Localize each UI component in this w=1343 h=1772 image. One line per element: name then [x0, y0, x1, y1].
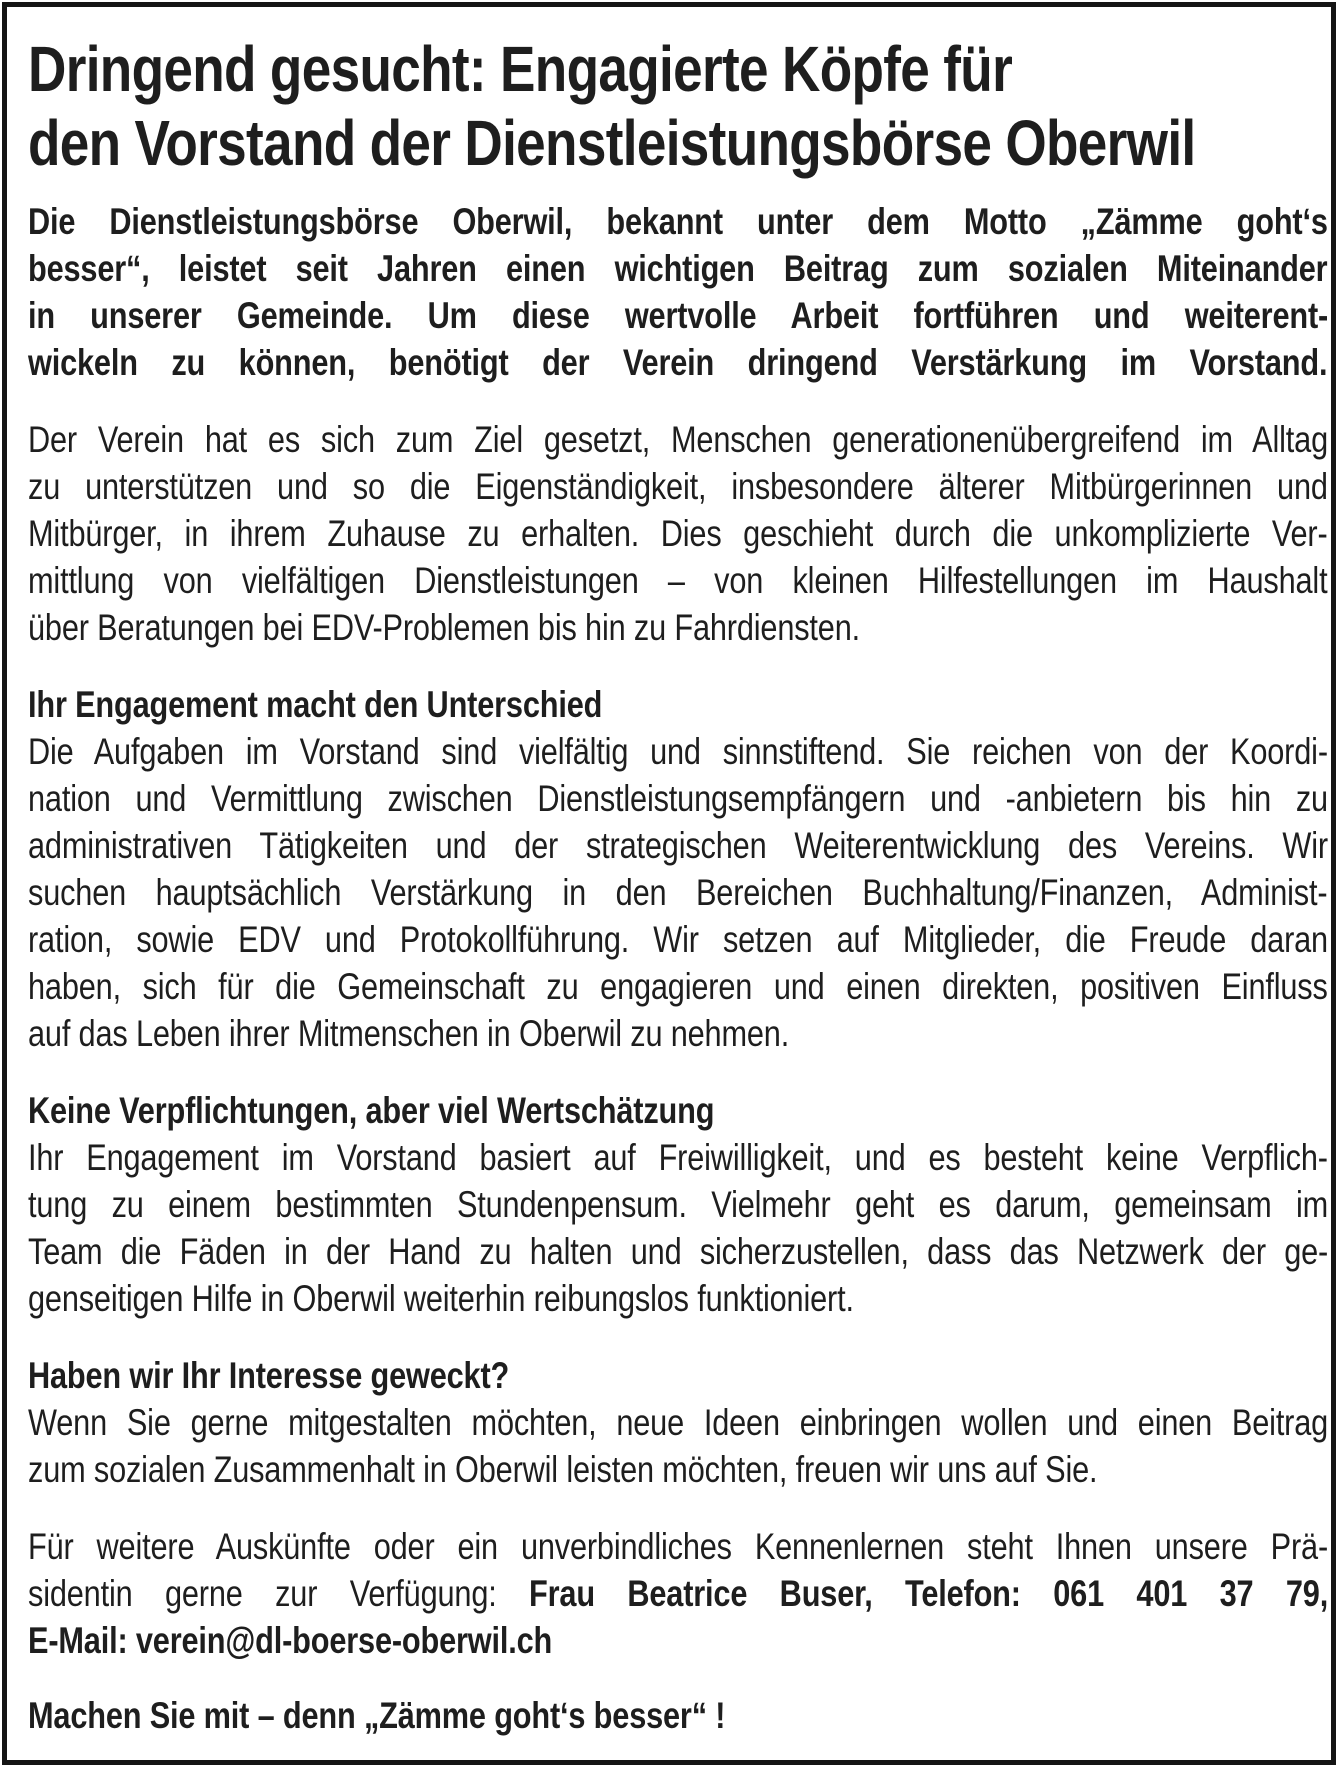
contact-paragraph	[28, 1523, 1328, 1664]
text-line	[28, 106, 1328, 180]
text-segment: den Vorstand der Dienstleistungsbörse Oberwil	[28, 107, 1196, 179]
text-line	[28, 1181, 1328, 1228]
contact-name-phone: Frau Beatrice Buser, Telefon: 061 401 37 79,	[529, 1573, 1329, 1614]
text-line	[28, 245, 1328, 292]
text-segment: haben, sich für die Gemeinschaft zu engagieren und einen direkten, positiven Einfluss	[28, 966, 1328, 1007]
closing-line	[28, 1692, 1328, 1739]
text-line	[28, 1352, 1328, 1399]
text-segment: sidentin gerne zur Verfügung:	[28, 1573, 530, 1614]
text-segment: auf das Leben ihrer Mitmenschen in Oberwil zu nehmen.	[28, 1013, 790, 1054]
text-segment: mittlung von vielfältigen Dienstleistungen – von kleinen Hilfestellungen im Haushalt	[28, 560, 1328, 601]
text-segment: in unserer Gemeinde. Um diese wertvolle Arbeit fortführen und weiterent-	[28, 295, 1329, 336]
contact-email: E-Mail: verein@dl-boerse-oberwil.ch	[28, 1620, 553, 1661]
text-segment: Mitbürger, in ihrem Zuhause zu erhalten. Dies geschieht durch die unkomplizierte Ver-	[28, 513, 1328, 554]
text-segment: tung zu einem bestimmten Stundenpensum. Vielmehr geht es darum, gemeinsam im	[28, 1184, 1329, 1225]
text-line	[28, 604, 1328, 651]
text-segment: Die Dienstleistungsbörse Oberwil, bekannt unter dem Motto „Zämme goht‘s	[28, 201, 1328, 242]
document-title	[28, 32, 1328, 180]
text-segment: Ihr Engagement im Vorstand basiert auf Freiwilligkeit, und es besteht keine Verpflich-	[28, 1137, 1328, 1178]
text-line	[28, 1617, 1328, 1664]
text-line	[28, 1275, 1328, 1322]
text-segment: ration, sowie EDV und Protokollführung. Wir setzen auf Mitglieder, die Freude daran	[28, 919, 1328, 960]
text-segment: besser“, leistet seit Jahren einen wichtigen Beitrag zum sozialen Miteinander	[28, 248, 1328, 289]
document-content	[28, 8, 1328, 1739]
text-segment: Der Verein hat es sich zum Ziel gesetzt, Menschen generationenübergreifend im Alltag	[28, 419, 1329, 460]
text-line	[28, 681, 1328, 728]
text-line	[28, 1010, 1328, 1057]
text-segment: nation und Vermittlung zwischen Dienstleistungsempfängern und -anbietern bis hin zu	[28, 778, 1328, 819]
text-line	[28, 916, 1328, 963]
text-line	[28, 963, 1328, 1010]
tasks-paragraph	[28, 728, 1328, 1057]
text-line	[28, 1399, 1328, 1446]
text-line	[28, 1228, 1328, 1275]
text-segment: suchen hauptsächlich Verstärkung in den Bereichen Buchhaltung/Finanzen, Administ-	[28, 872, 1328, 913]
text-line	[28, 1446, 1328, 1493]
text-line	[28, 416, 1328, 463]
text-line	[28, 1087, 1328, 1134]
voluntary-paragraph	[28, 1134, 1328, 1322]
text-line	[28, 1523, 1328, 1570]
text-line	[28, 292, 1328, 339]
text-segment: über Beratungen bei EDV-Problemen bis hin zu Fahrdiensten.	[28, 607, 860, 648]
section-heading-wertschaetzung	[28, 1087, 1328, 1134]
text-segment: Die Aufgaben im Vorstand sind vielfältig und sinnstiftend. Sie reichen von der Koordi-	[28, 731, 1328, 772]
purpose-paragraph	[28, 416, 1328, 651]
text-segment: Für weitere Auskünfte oder ein unverbindliches Kennenlernen steht Ihnen unsere Prä-	[28, 1526, 1329, 1567]
text-line	[28, 339, 1328, 386]
text-segment: Dringend gesucht: Engagierte Köpfe für	[28, 33, 1013, 105]
text-line	[28, 822, 1328, 869]
text-line	[28, 510, 1328, 557]
text-line	[28, 775, 1328, 822]
text-segment: administrativen Tätigkeiten und der strategischen Weiterentwicklung des Vereins. Wir	[28, 825, 1328, 866]
text-segment: zum sozialen Zusammenhalt in Oberwil leisten möchten, freuen wir uns auf Sie.	[28, 1449, 1098, 1490]
text-line	[28, 463, 1328, 510]
interest-paragraph	[28, 1399, 1328, 1493]
text-segment: Team die Fäden in der Hand zu halten und sicherzustellen, dass das Netzwerk der ge-	[28, 1231, 1329, 1272]
text-segment: Ihr Engagement macht den Unterschied	[28, 684, 603, 725]
text-line	[28, 1134, 1328, 1181]
lead-paragraph	[28, 198, 1328, 386]
text-line	[28, 869, 1328, 916]
text-line	[28, 557, 1328, 604]
text-line	[28, 198, 1328, 245]
text-segment: genseitigen Hilfe in Oberwil weiterhin reibungslos funktioniert.	[28, 1278, 854, 1319]
text-segment: Wenn Sie gerne mitgestalten möchten, neue Ideen einbringen wollen und einen Beitrag	[28, 1402, 1329, 1443]
section-heading-interesse	[28, 1352, 1328, 1399]
text-segment: Keine Verpflichtungen, aber viel Wertschätzung	[28, 1090, 715, 1131]
text-segment: zu unterstützen und so die Eigenständigkeit, insbesondere älterer Mitbürgerinnen und	[28, 466, 1328, 507]
text-segment: wickeln zu können, benötigt der Verein dringend Verstärkung im Vorstand.	[28, 342, 1328, 383]
text-segment: Machen Sie mit – denn „Zämme goht‘s besser“ !	[28, 1695, 726, 1736]
text-line	[28, 728, 1328, 775]
text-segment: Haben wir Ihr Interesse geweckt?	[28, 1355, 510, 1396]
text-line	[28, 1570, 1328, 1617]
section-heading-engagement	[28, 681, 1328, 728]
text-line	[28, 1692, 1328, 1739]
text-line	[28, 32, 1328, 106]
